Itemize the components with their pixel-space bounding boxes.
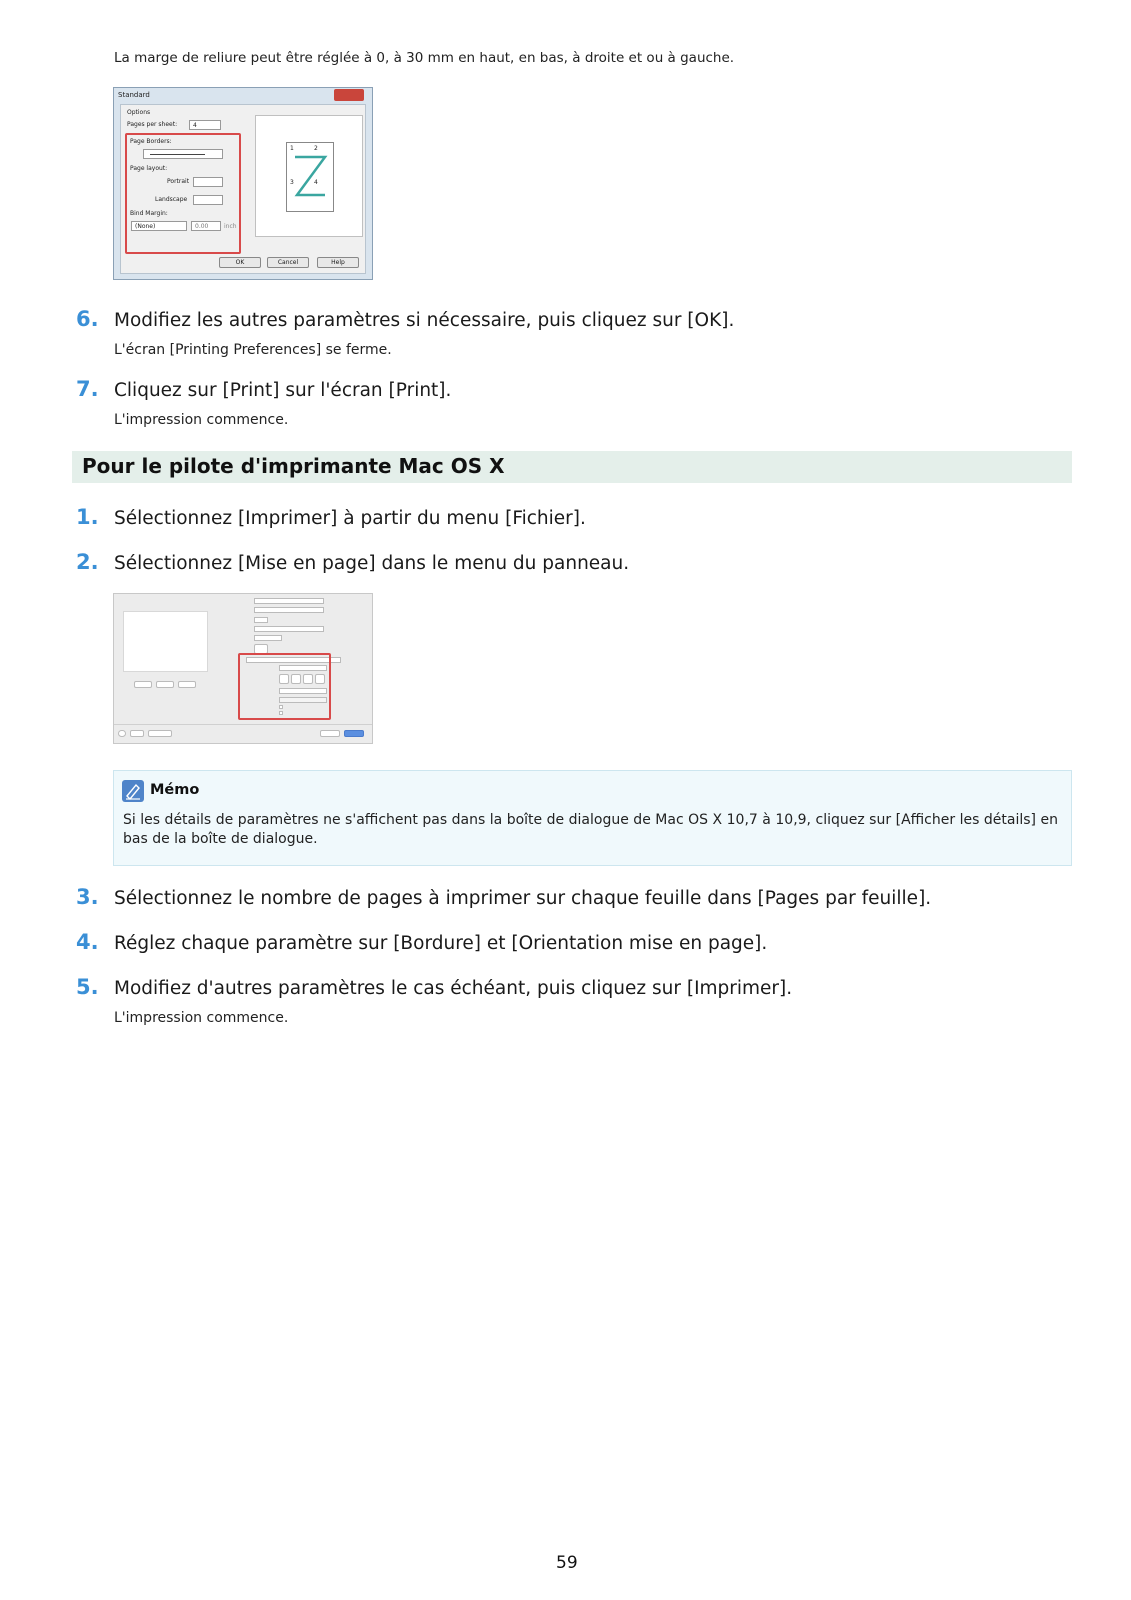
border-select: [279, 688, 327, 694]
margin-amount-field: 0.00: [191, 221, 221, 231]
step-text: Sélectionnez le nombre de pages à imprimer sur chaque feuille dans [Pages par feuille].: [114, 888, 932, 909]
step-text: Réglez chaque paramètre sur [Bordure] et [Orientation mise en page].: [114, 933, 768, 954]
layout-direction-icon: [279, 674, 289, 684]
dialog-title: Standard: [118, 91, 150, 99]
landscape-label: Landscape: [155, 196, 188, 203]
step-text: Cliquez sur [Print] sur l'écran [Print].: [114, 380, 452, 401]
step-number: 6.: [76, 307, 99, 331]
options-label: Options: [127, 109, 151, 116]
layout-direction-icon: [291, 674, 301, 684]
highlight-box: [238, 653, 331, 720]
z-order-arrow-icon: [287, 143, 333, 211]
portrait-label: Portrait: [167, 178, 190, 185]
page-number: 59: [556, 1553, 578, 1573]
step-number: 3.: [76, 885, 99, 909]
close-icon: [334, 89, 364, 101]
cancel-button: Cancel: [267, 257, 309, 268]
step-subtext: L'impression commence.: [114, 1010, 289, 1026]
four-up-page-preview: 1 2 3 4: [286, 142, 334, 212]
page-borders-select: [143, 149, 223, 159]
print-button: [344, 730, 364, 737]
help-button: Help: [317, 257, 359, 268]
step-subtext: L'écran [Printing Preferences] se ferme.: [114, 342, 392, 358]
pages-per-sheet-select: 4: [189, 120, 221, 130]
step-text: Modifiez d'autres paramètres le cas échéant, puis cliquez sur [Imprimer].: [114, 978, 793, 999]
step-number: 4.: [76, 930, 99, 954]
margin-unit-label: inch: [224, 223, 237, 230]
mac-page-preview: [123, 611, 208, 672]
dialog-client-area: [120, 104, 366, 274]
layout-preview-pane: [255, 115, 363, 237]
page-borders-label: Page Borders:: [130, 138, 172, 145]
memo-title: Mémo: [150, 782, 200, 798]
step-number: 5.: [76, 975, 99, 999]
hide-details-button: [148, 730, 172, 737]
flip-horizontally-checkbox: [279, 711, 283, 715]
pdf-button: [130, 730, 144, 737]
step-text: Sélectionnez [Mise en page] dans le menu du panneau.: [114, 553, 630, 574]
portrait-layout-select: [193, 177, 223, 187]
section-title: Pour le pilote d'imprimante Mac OS X: [82, 454, 505, 478]
pages-per-sheet-label: Pages per sheet:: [127, 121, 178, 128]
layout-direction-icon: [303, 674, 313, 684]
pages-per-sheet-select: [279, 665, 327, 671]
ok-button: OK: [219, 257, 261, 268]
step-number: 2.: [76, 550, 99, 574]
windows-standard-dialog-screenshot: [113, 87, 373, 280]
step-subtext: L'impression commence.: [114, 412, 289, 428]
reverse-orientation-checkbox: [279, 705, 283, 709]
presets-select: [254, 607, 324, 613]
section-header: [72, 451, 1072, 483]
memo-pen-icon: [122, 780, 144, 802]
paper-size-select: [254, 635, 282, 641]
step-number: 7.: [76, 377, 99, 401]
pages-field: [254, 626, 324, 632]
mac-print-dialog-screenshot: [113, 593, 373, 744]
copies-field: [254, 617, 268, 623]
printer-select: [254, 598, 324, 604]
bind-margin-label: Bind Margin:: [130, 210, 168, 217]
two-sided-select: [279, 697, 327, 703]
memo-body: Si les détails de paramètres ne s'affichent pas dans la boîte de dialogue de Mac OS X 10,7 à 10,9, cliquez sur [Afficher les détails] en bas de la boîte de dialogue.: [123, 812, 1058, 847]
page-layout-label: Page layout:: [130, 165, 168, 172]
binding-margin-note: La marge de reliure peut être réglée à 0, à 30 mm en haut, en bas, à droite et ou à gauche.: [114, 50, 735, 66]
step-text: Modifiez les autres paramètres si nécessaire, puis cliquez sur [OK].: [114, 310, 735, 331]
memo-box: [113, 770, 1072, 866]
landscape-layout-select: [193, 195, 223, 205]
step-text: Sélectionnez [Imprimer] à partir du menu [Fichier].: [114, 508, 586, 529]
cancel-button: [320, 730, 340, 737]
layout-direction-icon: [315, 674, 325, 684]
step-number: 1.: [76, 505, 99, 529]
bind-margin-select: (None): [131, 221, 187, 231]
help-icon: [118, 730, 126, 737]
